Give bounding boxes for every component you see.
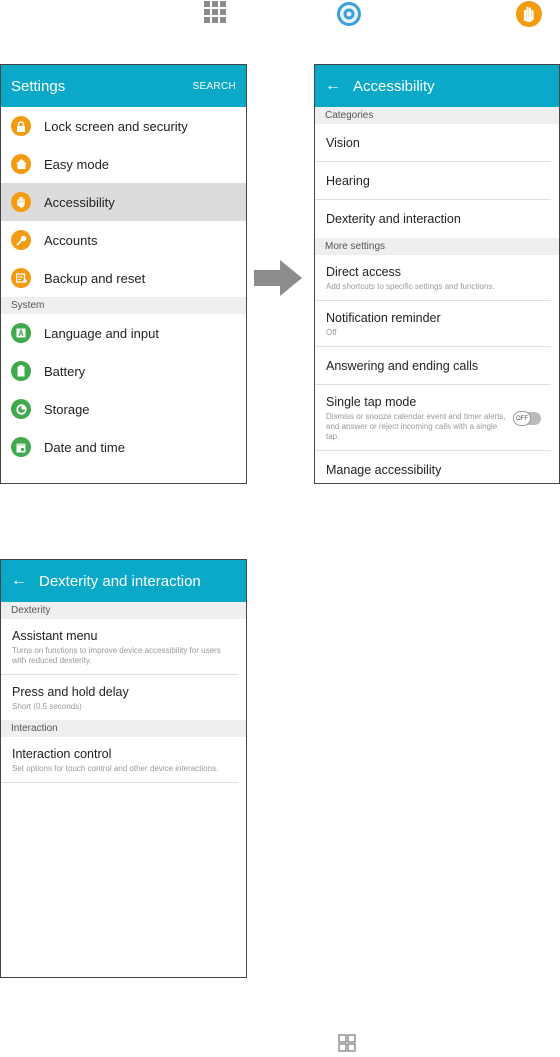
settings-appbar [1,65,246,107]
setting-manage-accessibility[interactable] [315,451,551,484]
key-icon [11,230,31,250]
setting-title: Notification reminder [326,311,441,325]
setting-notification-reminder[interactable] [315,301,551,347]
settings-item-storage[interactable] [1,390,246,428]
setting-title: Answering and ending calls [326,358,479,373]
setting-subtitle: Short (0.5 seconds) [12,702,82,711]
settings-item-label: Accessibility [44,194,115,210]
back-arrow-icon[interactable]: ← [325,77,341,94]
category-label: Hearing [326,173,370,188]
settings-item-label: Battery [44,363,86,379]
storage-icon [11,399,31,419]
settings-item-backup[interactable] [1,259,246,297]
calendar-icon [11,437,31,457]
recent-apps-icon [337,1033,357,1053]
page-title: Accessibility [353,77,435,95]
page-title: Settings [11,77,66,95]
setting-press-hold-delay[interactable] [1,675,238,720]
section-header-more-settings: More settings [315,238,559,255]
battery-icon [11,361,31,381]
setting-answering-calls[interactable] [315,347,551,385]
category-label: Vision [326,135,360,150]
settings-item-label: Lock screen and security [44,118,188,134]
settings-item-label: Storage [44,401,90,417]
settings-item-label: Language and input [44,325,159,341]
search-button[interactable]: SEARCH [192,80,236,92]
settings-item-label: Backup and reset [44,270,146,286]
setting-subtitle: Set options for touch control and other device interactions. [12,764,219,773]
setting-single-tap-mode[interactable] [315,385,551,451]
lock-icon [11,116,31,136]
setting-title: Single tap mode [326,395,417,409]
settings-item-date-time[interactable] [1,428,246,466]
settings-item-label: Date and time [44,439,125,455]
category-label: Dexterity and interaction [326,212,461,226]
settings-item-easy-mode[interactable] [1,145,246,183]
setting-subtitle: Turns on functions to improve device accessibility for users with reduced dexterity. [12,646,221,665]
setting-title: Assistant menu [12,629,98,643]
section-header-interaction: Interaction [1,720,246,737]
arrow-right-icon [252,258,304,298]
setting-subtitle: Dismiss or snooze calendar event and timer alerts, and answer or reject incoming calls with a single tap. [326,412,506,441]
setting-title: Interaction control [12,747,112,761]
language-icon [11,323,31,343]
backup-icon [11,268,31,288]
setting-interaction-control[interactable] [1,737,238,783]
single-tap-toggle[interactable] [513,412,541,425]
category-vision[interactable] [315,124,551,162]
settings-item-accessibility[interactable] [1,183,246,221]
dexterity-appbar [1,560,246,602]
settings-item-accounts[interactable] [1,221,246,259]
page-title: Dexterity and interaction [39,572,201,590]
settings-item-label: Easy mode [44,156,110,172]
setting-subtitle: Off [326,328,337,337]
setting-title: Press and hold delay [12,685,129,699]
settings-item-label: Accounts [44,232,98,248]
accessibility-screen [314,64,560,484]
apps-grid-icon [202,0,232,30]
accessibility-appbar [315,65,559,107]
accessibility-hand-icon [514,0,544,30]
setting-title: Manage accessibility [326,463,442,477]
settings-screen [0,64,247,484]
toggle-knob: OFF [513,411,531,426]
setting-title: Direct access [326,265,402,279]
hand-icon [11,192,31,212]
setting-assistant-menu[interactable] [1,619,238,675]
setting-subtitle: Add shortcuts to specific settings and functions. [326,282,495,291]
home-icon [11,154,31,174]
settings-item-lock-screen[interactable] [1,107,246,145]
setting-direct-access[interactable] [315,255,551,301]
settings-gear-icon [334,0,364,30]
category-hearing[interactable] [315,162,551,200]
section-header-categories: Categories [315,107,559,124]
settings-item-battery[interactable] [1,352,246,390]
settings-item-language[interactable] [1,314,246,352]
dexterity-screen [0,559,247,978]
category-dexterity[interactable] [315,200,551,238]
section-header-system: System [1,297,246,314]
back-arrow-icon[interactable]: ← [11,572,27,589]
section-header-dexterity: Dexterity [1,602,246,619]
